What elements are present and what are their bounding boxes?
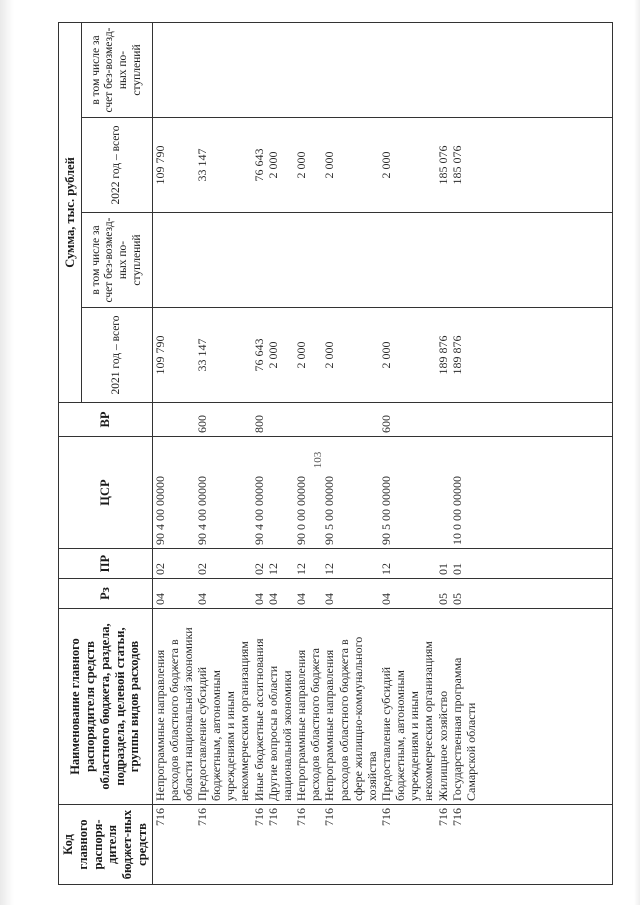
table-row bbox=[294, 22, 322, 884]
cell-2022-total: 185 076 bbox=[450, 118, 478, 213]
cell-code: 716 bbox=[294, 805, 322, 885]
cell-2022-total: 76 643 bbox=[252, 118, 266, 213]
cell-2021-free bbox=[436, 213, 450, 308]
cell-code: 716 bbox=[450, 805, 478, 885]
cell-pr: 12 bbox=[294, 549, 322, 579]
cell-csr: 90 5 00 00000 bbox=[322, 437, 379, 549]
header-name: Наименование главного распорядителя средств областного бюджета, раздела, подраздела, целевой статьи, группы видов расходов bbox=[59, 609, 153, 805]
cell-2022-total: 2 000 bbox=[266, 118, 294, 213]
table-row bbox=[450, 22, 478, 884]
budget-table bbox=[58, 22, 613, 885]
cell-code: 716 bbox=[266, 805, 294, 885]
cell-2021-total: 189 876 bbox=[436, 308, 450, 403]
cell-name: Государственная программа Самарской области bbox=[450, 609, 478, 805]
cell-pr: 12 bbox=[379, 549, 436, 579]
cell-2021-free bbox=[379, 213, 436, 308]
cell-2022-total: 185 076 bbox=[436, 118, 450, 213]
cell-pr: 01 bbox=[450, 549, 478, 579]
cell-name: Непрограммные направления расходов областного бюджета в сфере жилищно-коммунального хозяйства bbox=[322, 609, 379, 805]
cell-pr: 02 bbox=[195, 549, 252, 579]
header-vr: ВР bbox=[59, 403, 153, 437]
cell-2022-total: 2 000 bbox=[379, 118, 436, 213]
cell-rz: 04 bbox=[379, 579, 436, 609]
cell-2022-free bbox=[195, 22, 252, 117]
cell-2022-total: 109 790 bbox=[152, 118, 195, 213]
cell-csr bbox=[436, 437, 450, 549]
header-code: Код главного распоря-дителя бюджет-ных средств bbox=[59, 805, 153, 885]
cell-2021-total: 2 000 bbox=[294, 308, 322, 403]
cell-csr: 90 0 00 00000 bbox=[294, 437, 322, 549]
cell-2022-total: 2 000 bbox=[294, 118, 322, 213]
cell-rz: 05 bbox=[450, 579, 478, 609]
cell-code: 716 bbox=[152, 805, 195, 885]
cell-csr: 90 5 00 00000 bbox=[379, 437, 436, 549]
page-number: 103 bbox=[312, 451, 324, 469]
cell-vr bbox=[322, 403, 379, 437]
cell-2021-total: 189 876 bbox=[450, 308, 478, 403]
cell-2022-free bbox=[266, 22, 294, 117]
cell-pr: 12 bbox=[322, 549, 379, 579]
header-sum-group: Сумма, тыс. рублей bbox=[59, 22, 82, 402]
header-2021-free: в том числе за счет без-возмезд-ных по-ступлений bbox=[82, 213, 152, 308]
cell-code: 716 bbox=[252, 805, 266, 885]
cell-vr bbox=[436, 403, 450, 437]
cell-rz: 04 bbox=[195, 579, 252, 609]
table-row bbox=[266, 22, 294, 884]
cell-csr: 90 4 00 00000 bbox=[152, 437, 195, 549]
table-row bbox=[379, 22, 436, 884]
cell-name: Иные бюджетные ассигнования bbox=[252, 609, 266, 805]
cell-pr: 02 bbox=[252, 549, 266, 579]
cell-2021-total: 2 000 bbox=[379, 308, 436, 403]
header-2022-free: в том числе за счет без-возмезд-ных по-ступлений bbox=[82, 22, 152, 117]
header-csr: ЦСР bbox=[59, 437, 153, 549]
cell-code: 716 bbox=[322, 805, 379, 885]
cell-pr: 01 bbox=[436, 549, 450, 579]
cell-2021-free bbox=[252, 213, 266, 308]
cell-vr bbox=[152, 403, 195, 437]
cell-2022-total: 2 000 bbox=[322, 118, 379, 213]
cell-name: Предоставление субсидий бюджетным, автономным учреждениям и иным некоммерческим организациям bbox=[195, 609, 252, 805]
header-pr: ПР bbox=[59, 549, 153, 579]
cell-name: Другие вопросы в области национальной экономики bbox=[266, 609, 294, 805]
cell-code: 716 bbox=[195, 805, 252, 885]
cell-rz: 04 bbox=[266, 579, 294, 609]
cell-name: Непрограммные направления расходов областного бюджета в области национальной экономики bbox=[152, 609, 195, 805]
cell-2021-free bbox=[195, 213, 252, 308]
rotated-table-container bbox=[58, 23, 598, 885]
cell-2021-total: 33 147 bbox=[195, 308, 252, 403]
cell-2022-total: 33 147 bbox=[195, 118, 252, 213]
cell-2021-free bbox=[266, 213, 294, 308]
cell-vr: 600 bbox=[195, 403, 252, 437]
table-row bbox=[152, 22, 195, 884]
cell-rz: 05 bbox=[436, 579, 450, 609]
cell-2021-total: 2 000 bbox=[266, 308, 294, 403]
cell-vr: 800 bbox=[252, 403, 266, 437]
table-row bbox=[436, 22, 450, 884]
cell-2021-free bbox=[152, 213, 195, 308]
cell-2022-free bbox=[294, 22, 322, 117]
header-2022-total: 2022 год – всего bbox=[82, 118, 152, 213]
cell-rz: 04 bbox=[294, 579, 322, 609]
table-row bbox=[252, 22, 266, 884]
cell-rz: 04 bbox=[252, 579, 266, 609]
cell-code: 716 bbox=[379, 805, 436, 885]
scan-edge-right bbox=[634, 0, 640, 905]
cell-rz: 04 bbox=[152, 579, 195, 609]
table-filler-row bbox=[478, 22, 612, 884]
cell-vr bbox=[266, 403, 294, 437]
cell-2022-free bbox=[450, 22, 478, 117]
cell-name: Непрограммные направления расходов областного бюджета bbox=[294, 609, 322, 805]
header-2021-total: 2021 год – всего bbox=[82, 308, 152, 403]
cell-2022-free bbox=[379, 22, 436, 117]
cell-pr: 02 bbox=[152, 549, 195, 579]
cell-2021-free bbox=[322, 213, 379, 308]
cell-code: 716 bbox=[436, 805, 450, 885]
header-row-top bbox=[59, 22, 82, 884]
cell-2021-free bbox=[450, 213, 478, 308]
cell-pr: 12 bbox=[266, 549, 294, 579]
cell-csr: 10 0 00 00000 bbox=[450, 437, 478, 549]
cell-rz: 04 bbox=[322, 579, 379, 609]
cell-csr bbox=[266, 437, 294, 549]
cell-vr bbox=[450, 403, 478, 437]
cell-vr bbox=[294, 403, 322, 437]
cell-csr: 90 4 00 00000 bbox=[252, 437, 266, 549]
cell-2022-free bbox=[436, 22, 450, 117]
table-row bbox=[322, 22, 379, 884]
cell-2022-free bbox=[322, 22, 379, 117]
cell-csr: 90 4 00 00000 bbox=[195, 437, 252, 549]
table-row bbox=[195, 22, 252, 884]
scan-edge-left bbox=[0, 0, 14, 905]
cell-name: Предоставление субсидий бюджетным, автономным учреждениям и иным некоммерческим организациям bbox=[379, 609, 436, 805]
cell-2021-total: 76 643 bbox=[252, 308, 266, 403]
cell-2021-total: 2 000 bbox=[322, 308, 379, 403]
cell-2022-free bbox=[252, 22, 266, 117]
header-rz: Рз bbox=[59, 579, 153, 609]
cell-2021-free bbox=[294, 213, 322, 308]
cell-2022-free bbox=[152, 22, 195, 117]
cell-2021-total: 109 790 bbox=[152, 308, 195, 403]
cell-name: Жилищное хозяйство bbox=[436, 609, 450, 805]
cell-vr: 600 bbox=[379, 403, 436, 437]
